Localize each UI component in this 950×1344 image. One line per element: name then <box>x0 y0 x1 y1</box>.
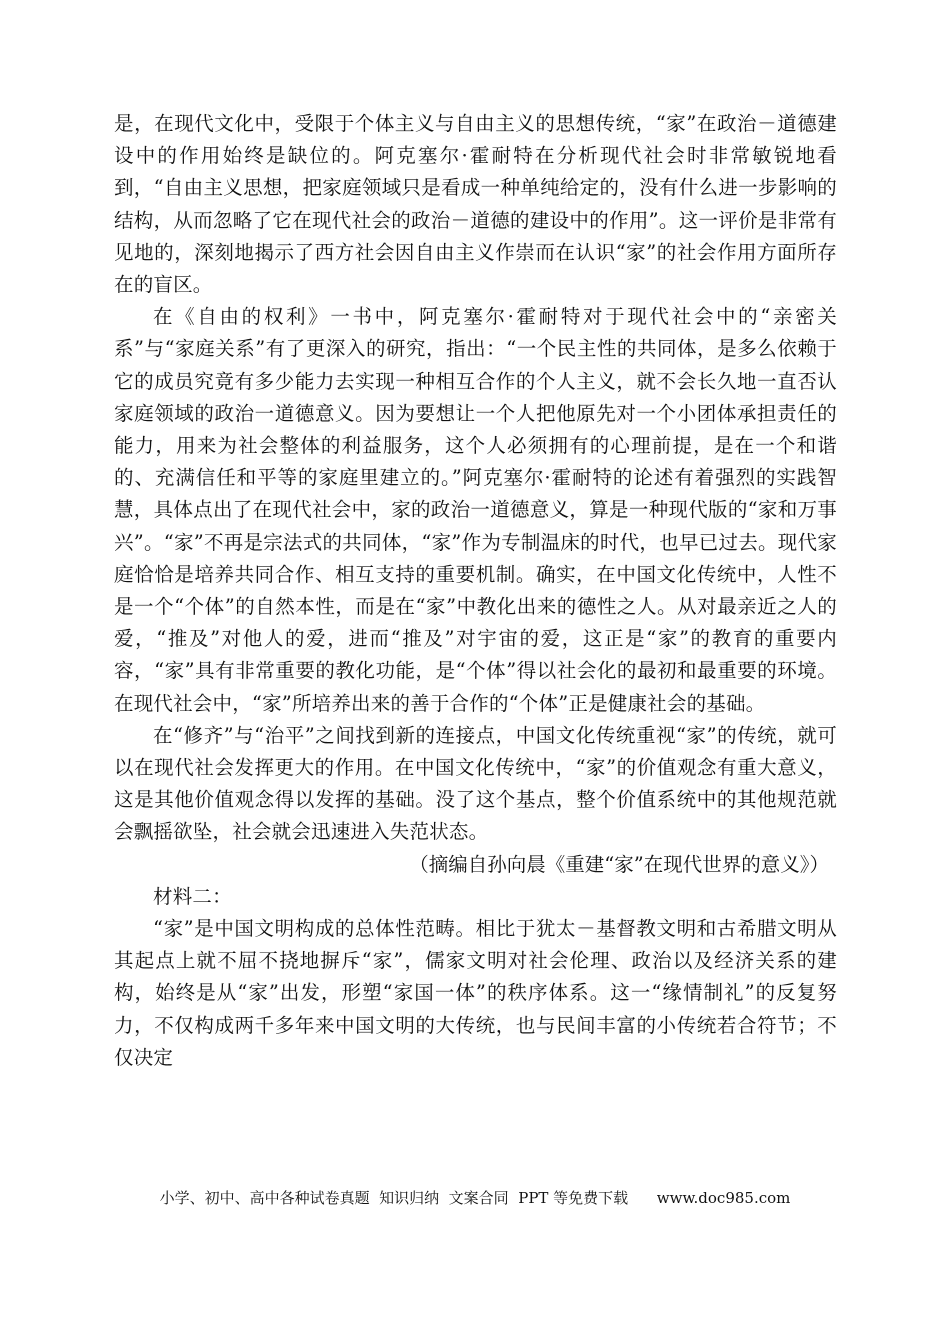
material-two-label: 材料二： <box>153 884 232 908</box>
page-footer: 小学、初中、高中各种试卷真题 知识归纳 文案合同 PPT 等免费下载 www.doc985.com <box>159 1189 791 1207</box>
paragraph-2: 在《自由的权利》一书中，阿克塞尔·霍耐特对于现代社会中的“亲密关系”与“家庭关系”有了更深入的研究，指出：“一个民主性的共同体，是多么依赖于它的成员究竟有多少能力去实现一种相互合作的个人主义，就不会长久地一直否认家庭领域的政治一道德意义。因为要想让一个人把他原先对一个小团体承担责任的能力，用来为社会整体的利益服务，这个人必须拥有的心理前提，是在一个和谐的、充满信任和平等的家庭里建立的。”阿克塞尔·霍耐特的论述有着强烈的实践智慧，具体点出了在现代社会中，家的政治一道德意义，算是一种现代版的“家和万事兴”。“家”不再是宗法式的共同体，“家”作为专制温床的时代，也早已过去。现代家庭恰恰是培养共同合作、相互支持的重要机制。确实，在中国文化传统中，人性不是一个“个体”的自然本性，而是在“家”中教化出来的德性之人。从对最亲近之人的爱，“推及”对他人的爱，进而“推及”对宇宙的爱，这正是“家”的教育的重要内容，“家”具有非常重要的教化功能，是“个体”得以社会化的最初和最重要的环境。在现代社会中，“家”所培养出来的善于合作的“个体”正是健康社会的基础。 <box>114 305 837 715</box>
source-citation: （摘编自孙向晨《重建“家”在现代世界的意义》） <box>409 852 829 876</box>
material-two-paragraph: “家”是中国文明构成的总体性范畴。相比于犹太－基督教文明和古希腊文明从其起点上就不屈不挠地摒斥“家”，儒家文明对社会伦理、政治以及经济关系的建构，始终是从“家”出发，形塑“家国一体”的秩序体系。这一“缘情制礼”的反复努力，不仅构成两千多年来中国文明的大传统，也与民间丰富的小传统若合符节；不仅决定 <box>114 917 837 1069</box>
paragraph-3: 在“修齐”与“治平”之间找到新的连接点，中国文化传统重视“家”的传统，就可以在现代社会发挥更大的作用。在中国文化传统中，“家”的价值观念有重大意义，这是其他价值观念得以发挥的基础。没了这个基点，整个价值系统中的其他规范就会飘摇欲坠，社会就会迅速进入失范状态。 <box>114 723 837 844</box>
document-body <box>114 108 837 1074</box>
paragraph-1: 是，在现代文化中，受限于个体主义与自由主义的思想传统，“家”在政治－道德建设中的作用始终是缺位的。阿克塞尔·霍耐特在分析现代社会时非常敏锐地看到，“自由主义思想，把家庭领域只是看成一种单纯给定的，没有什么进一步影响的结构，从而忽略了它在现代社会的政治－道德的建设中的作用”。这一评价是非常有见地的，深刻地揭示了西方社会因自由主义作崇而在认识“家”的社会作用方面所存在的盲区。 <box>114 112 837 297</box>
